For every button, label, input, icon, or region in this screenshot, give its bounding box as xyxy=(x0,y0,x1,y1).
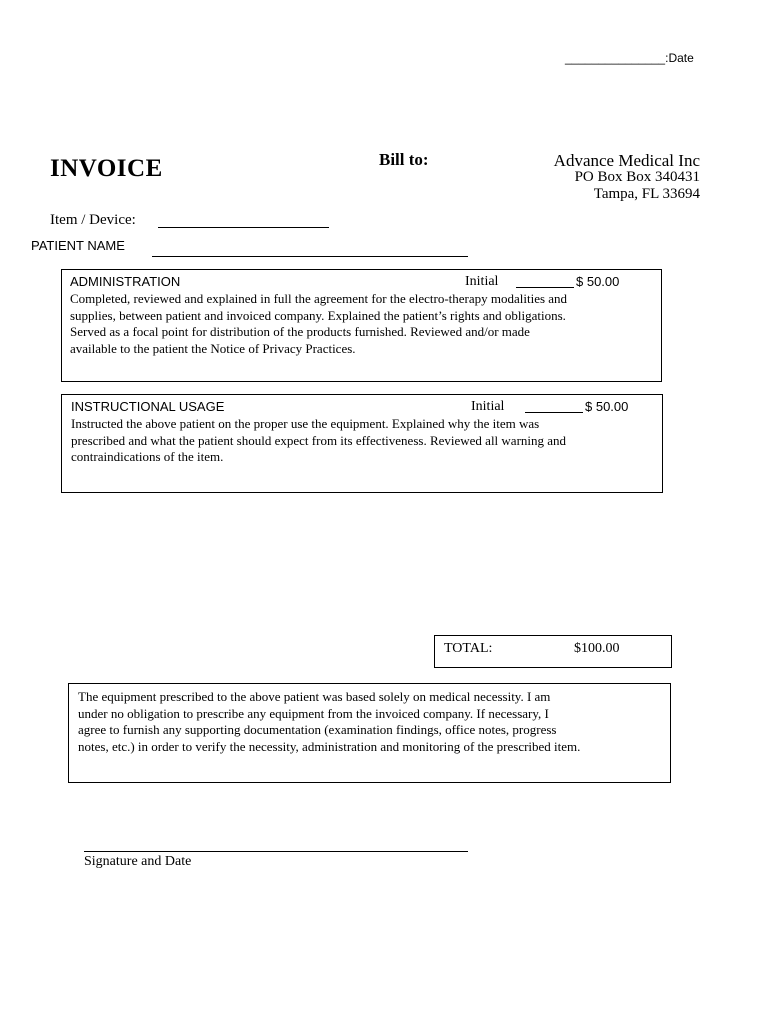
statement-text-line: notes, etc.) in order to verify the necessity, administration and monitoring of the prescribed item. xyxy=(78,738,581,754)
statement-text-line: under no obligation to prescribe any equipment from the invoiced company. If necessary, I xyxy=(78,705,549,721)
total-box xyxy=(434,635,672,668)
statement-text-line: agree to furnish any supporting documentation (examination findings, office notes, progress xyxy=(78,722,557,737)
total-label: TOTAL: xyxy=(444,641,493,656)
section-fee: $ 50.00 xyxy=(576,274,620,289)
administration-section xyxy=(61,269,662,382)
patient-name-label: PATIENT NAME xyxy=(31,238,125,253)
section-text-line: Completed, reviewed and explained in full the agreement for the electro-therapy modalities and xyxy=(70,291,568,306)
section-text-line: supplies, between patient and invoiced company. Explained the patient’s rights and obligations. xyxy=(70,307,566,323)
section-text-line: contraindications of the item. xyxy=(71,449,224,464)
item-device-label: Item / Device: xyxy=(50,212,136,228)
signature-line xyxy=(84,851,468,852)
date-field: _______________:Date xyxy=(565,51,694,65)
section-heading: INSTRUCTIONAL USAGE xyxy=(71,399,225,414)
initial-blank xyxy=(525,412,583,413)
section-fee: $ 50.00 xyxy=(585,399,629,414)
section-text-line: Served as a focal point for distribution of the products furnished. Reviewed and/or made xyxy=(70,324,530,339)
section-text-line: Instructed the above patient on the proper use the equipment. Explained why the item was xyxy=(71,416,540,431)
section-text-line: prescribed and what the patient should expect from its effectiveness. Reviewed all warning and xyxy=(71,432,567,448)
statement-text-line: The equipment prescribed to the above patient was based solely on medical necessity. I am xyxy=(78,689,551,704)
initial-blank xyxy=(516,287,574,288)
section-heading: ADMINISTRATION xyxy=(70,274,181,289)
company-address-line2: Tampa, FL 33694 xyxy=(593,186,700,202)
bill-to-label: Bill to: xyxy=(379,150,429,169)
instructional-usage-section xyxy=(61,394,663,493)
initial-label: Initial xyxy=(465,274,499,289)
initial-label: Initial xyxy=(471,399,505,414)
section-text-line: available to the patient the Notice of Privacy Practices. xyxy=(70,340,356,356)
item-device-blank xyxy=(158,227,329,228)
necessity-statement xyxy=(68,683,671,783)
company-name: Advance Medical Inc xyxy=(553,151,700,170)
invoice-title: INVOICE xyxy=(50,155,163,182)
signature-label: Signature and Date xyxy=(84,854,192,869)
patient-name-blank xyxy=(152,256,468,257)
total-amount: $100.00 xyxy=(574,641,620,656)
company-address-line1: PO Box Box 340431 xyxy=(574,169,700,185)
